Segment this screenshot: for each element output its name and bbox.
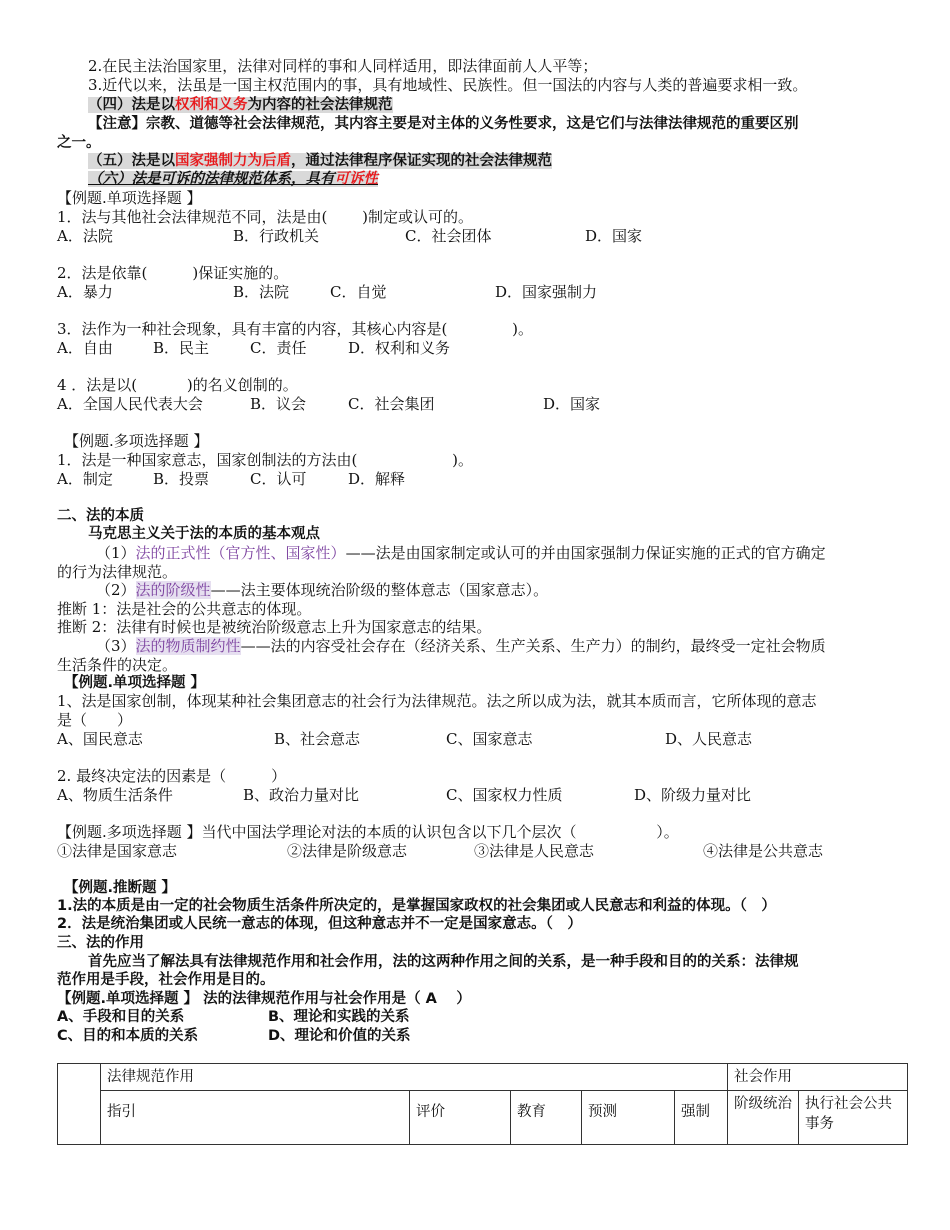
table-cell — [58, 1064, 101, 1145]
table-cell — [675, 1091, 728, 1145]
option: A、手段和目的关系 — [57, 1009, 185, 1025]
option: D．权利和义务 — [348, 339, 451, 357]
heading-6-prefix: （六）法是可诉的法律规范体系，具有 — [88, 171, 335, 187]
heading-4-prefix: （四）法是以 — [88, 97, 175, 113]
option: D、人民意志 — [665, 730, 753, 748]
question: 1．法是一种国家意志，国家创制法的方法由( )。 — [57, 451, 474, 469]
point-text: ——法主要体现统治阶级的整体意志（国家意志）。 — [210, 581, 549, 599]
point-number: （1） — [96, 544, 136, 562]
heading-4-keyword: 权利和义务 — [175, 97, 248, 113]
cell-text: 教育 — [517, 1104, 546, 1120]
section-subtitle: 马克思主义关于法的本质的基本观点 — [88, 526, 320, 542]
heading-4-suffix: 为内容的社会法律规范 — [247, 97, 393, 113]
cell-text: 评价 — [416, 1104, 445, 1120]
option: A．全国人民代表大会 — [57, 395, 203, 413]
table-cell — [511, 1091, 582, 1145]
option: A．自由 — [57, 339, 113, 357]
option: D．解释 — [348, 470, 406, 488]
option: D．国家强制力 — [495, 283, 598, 301]
heading-5-keyword: 国家强制力为后盾 — [175, 153, 291, 169]
point-text: ——法的内容受社会存在（经济关系、生产关系、生产力）的制约，最终受一定社会物质 — [240, 637, 826, 655]
option: D．国家 — [543, 395, 601, 413]
option: A．法院 — [57, 227, 113, 245]
point-number: （3） — [96, 637, 136, 655]
option: A、物质生活条件 — [57, 786, 173, 804]
option: C、国家意志 — [446, 730, 533, 748]
table-cell — [582, 1091, 675, 1145]
inference: 推断 2：法律有时候也是被统治阶级意志上升为国家意志的结果。 — [57, 618, 492, 636]
option: C．认可 — [250, 470, 307, 488]
example-header: 【例题.推断题 】 — [64, 880, 177, 896]
note-line: 【注意】宗教、道德等社会法律规范，其内容主要是对主体的义务性要求，这是它们与法律法律规范的重要区别 — [88, 116, 799, 132]
option: B、政治力量对比 — [243, 786, 360, 804]
option: ②法律是阶级意志 — [287, 842, 408, 860]
option: B、理论和实践的关系 — [268, 1009, 410, 1025]
cell-text: 执行社会公共事务 — [805, 1096, 892, 1132]
table-cell — [728, 1091, 799, 1145]
option: D、理论和价值的关系 — [268, 1028, 411, 1044]
section-title: 二、法的本质 — [57, 508, 144, 524]
table-row — [58, 1064, 908, 1091]
option: B．民主 — [153, 339, 210, 357]
question: 4 ．法是以( )的名义创制的。 — [57, 376, 298, 394]
cell-text: 阶级统治 — [734, 1096, 792, 1112]
option: B．行政机关 — [233, 227, 320, 245]
option: ④法律是公共意志 — [703, 842, 824, 860]
section-title: 三、法的作用 — [57, 935, 144, 951]
option: B、社会意志 — [274, 730, 361, 748]
point-number: （2） — [96, 581, 136, 599]
text-line: 的行为法律规范。 — [57, 563, 178, 581]
option: D．国家 — [585, 227, 643, 245]
option: B．法院 — [233, 283, 290, 301]
table-header-social: 社会作用 — [728, 1064, 908, 1091]
cell-text: 指引 — [107, 1104, 136, 1120]
option: C．社会集团 — [348, 395, 435, 413]
point-keyword: 法的正式性（官方性、国家性） — [135, 544, 346, 562]
heading-6-keyword: 可诉性 — [334, 171, 378, 187]
question: 3．法作为一种社会现象，具有丰富的内容，其核心内容是( )。 — [57, 320, 534, 338]
option: C．社会团体 — [405, 227, 492, 245]
question: 1、法是国家创制，体现某种社会集团意志的社会行为法律规范。法之所以成为法，就其本质而言，它所体现的意志 — [57, 692, 817, 710]
point-text: ——法是由国家制定或认可的并由国家强制力保证实施的正式的官方确定 — [345, 544, 826, 562]
option: ①法律是国家意志 — [57, 842, 178, 860]
cell-text: 预测 — [588, 1104, 617, 1120]
heading-5 — [88, 152, 552, 171]
text-line: 2.在民主法治国家里，法律对同样的事和人同样适用，即法律面前人人平等； — [88, 57, 598, 75]
example-header: 【例题.单项选择题 】 — [64, 675, 206, 691]
question: 2．法是统治集团或人民统一意志的体现，但这种意志并不一定是国家意志。（ ） — [57, 916, 582, 932]
point-3 — [96, 637, 826, 656]
question: 1.法的本质是由一定的社会物质生活条件所决定的，是掌握国家政权的社会集团或人民意志和利益的体现。（ ） — [57, 898, 776, 914]
heading-6 — [88, 170, 378, 189]
option: C、目的和本质的关系 — [57, 1028, 199, 1044]
option: A、国民意志 — [57, 730, 143, 748]
text-line: 生活条件的决定。 — [57, 656, 178, 674]
question: 2．法是依靠( )保证实施的。 — [57, 264, 289, 282]
example-header: 【例题.多项选择题 】 — [64, 432, 209, 450]
option: B．议会 — [250, 395, 307, 413]
note-line: 之一。 — [57, 135, 101, 151]
table-cell — [799, 1091, 908, 1145]
example-header: 【例题.单项选择题 】 — [57, 189, 202, 207]
point-1 — [96, 544, 826, 563]
table-cell — [410, 1091, 511, 1145]
text-line: 范作用是手段，社会作用是目的。 — [57, 972, 275, 988]
option: C．自觉 — [330, 283, 387, 301]
option: C、国家权力性质 — [446, 786, 563, 804]
inference: 推断 1：法是社会的公共意志的体现。 — [57, 600, 312, 618]
option: B．投票 — [153, 470, 210, 488]
table-header-norm: 法律规范作用 — [101, 1064, 728, 1091]
point-keyword: 法的物质制约性 — [135, 637, 241, 655]
text-line: 3.近代以来，法虽是一国主权范围内的事，具有地域性、民族性。但一国法的内容与人类的普遍要求相一致。 — [88, 76, 808, 94]
question: 1．法与其他社会法律规范不同，法是由( )制定或认可的。 — [57, 208, 474, 226]
point-keyword: 法的阶级性 — [135, 581, 211, 599]
cell-text: 强制 — [681, 1104, 710, 1120]
option: A．暴力 — [57, 283, 113, 301]
option: ③法律是人民意志 — [474, 842, 595, 860]
option: A．制定 — [57, 470, 113, 488]
heading-5-prefix: （五）法是以 — [88, 153, 175, 169]
table-row — [58, 1091, 908, 1145]
text-line: 首先应当了解法具有法律规范作用和社会作用，法的这两种作用之间的关系，是一种手段和目的的关系：法律规 — [88, 954, 799, 970]
functions-table — [57, 1063, 908, 1145]
point-2 — [96, 581, 548, 600]
heading-5-suffix: ，通过法律程序保证实现的社会法律规范 — [291, 153, 552, 169]
question: 是（ ） — [57, 711, 133, 729]
heading-4 — [88, 96, 393, 115]
table-cell — [101, 1091, 410, 1145]
question: 【例题.多项选择题 】当代中国法学理论对法的本质的认识包含以下几个层次（ ）。 — [57, 823, 679, 841]
option: D、阶级力量对比 — [634, 786, 752, 804]
question: 2. 最终决定法的因素是（ ） — [57, 767, 287, 785]
option: C．责任 — [250, 339, 307, 357]
question: 【例题.单项选择题 】 法的法律规范作用与社会作用是（ A ） — [57, 991, 471, 1007]
